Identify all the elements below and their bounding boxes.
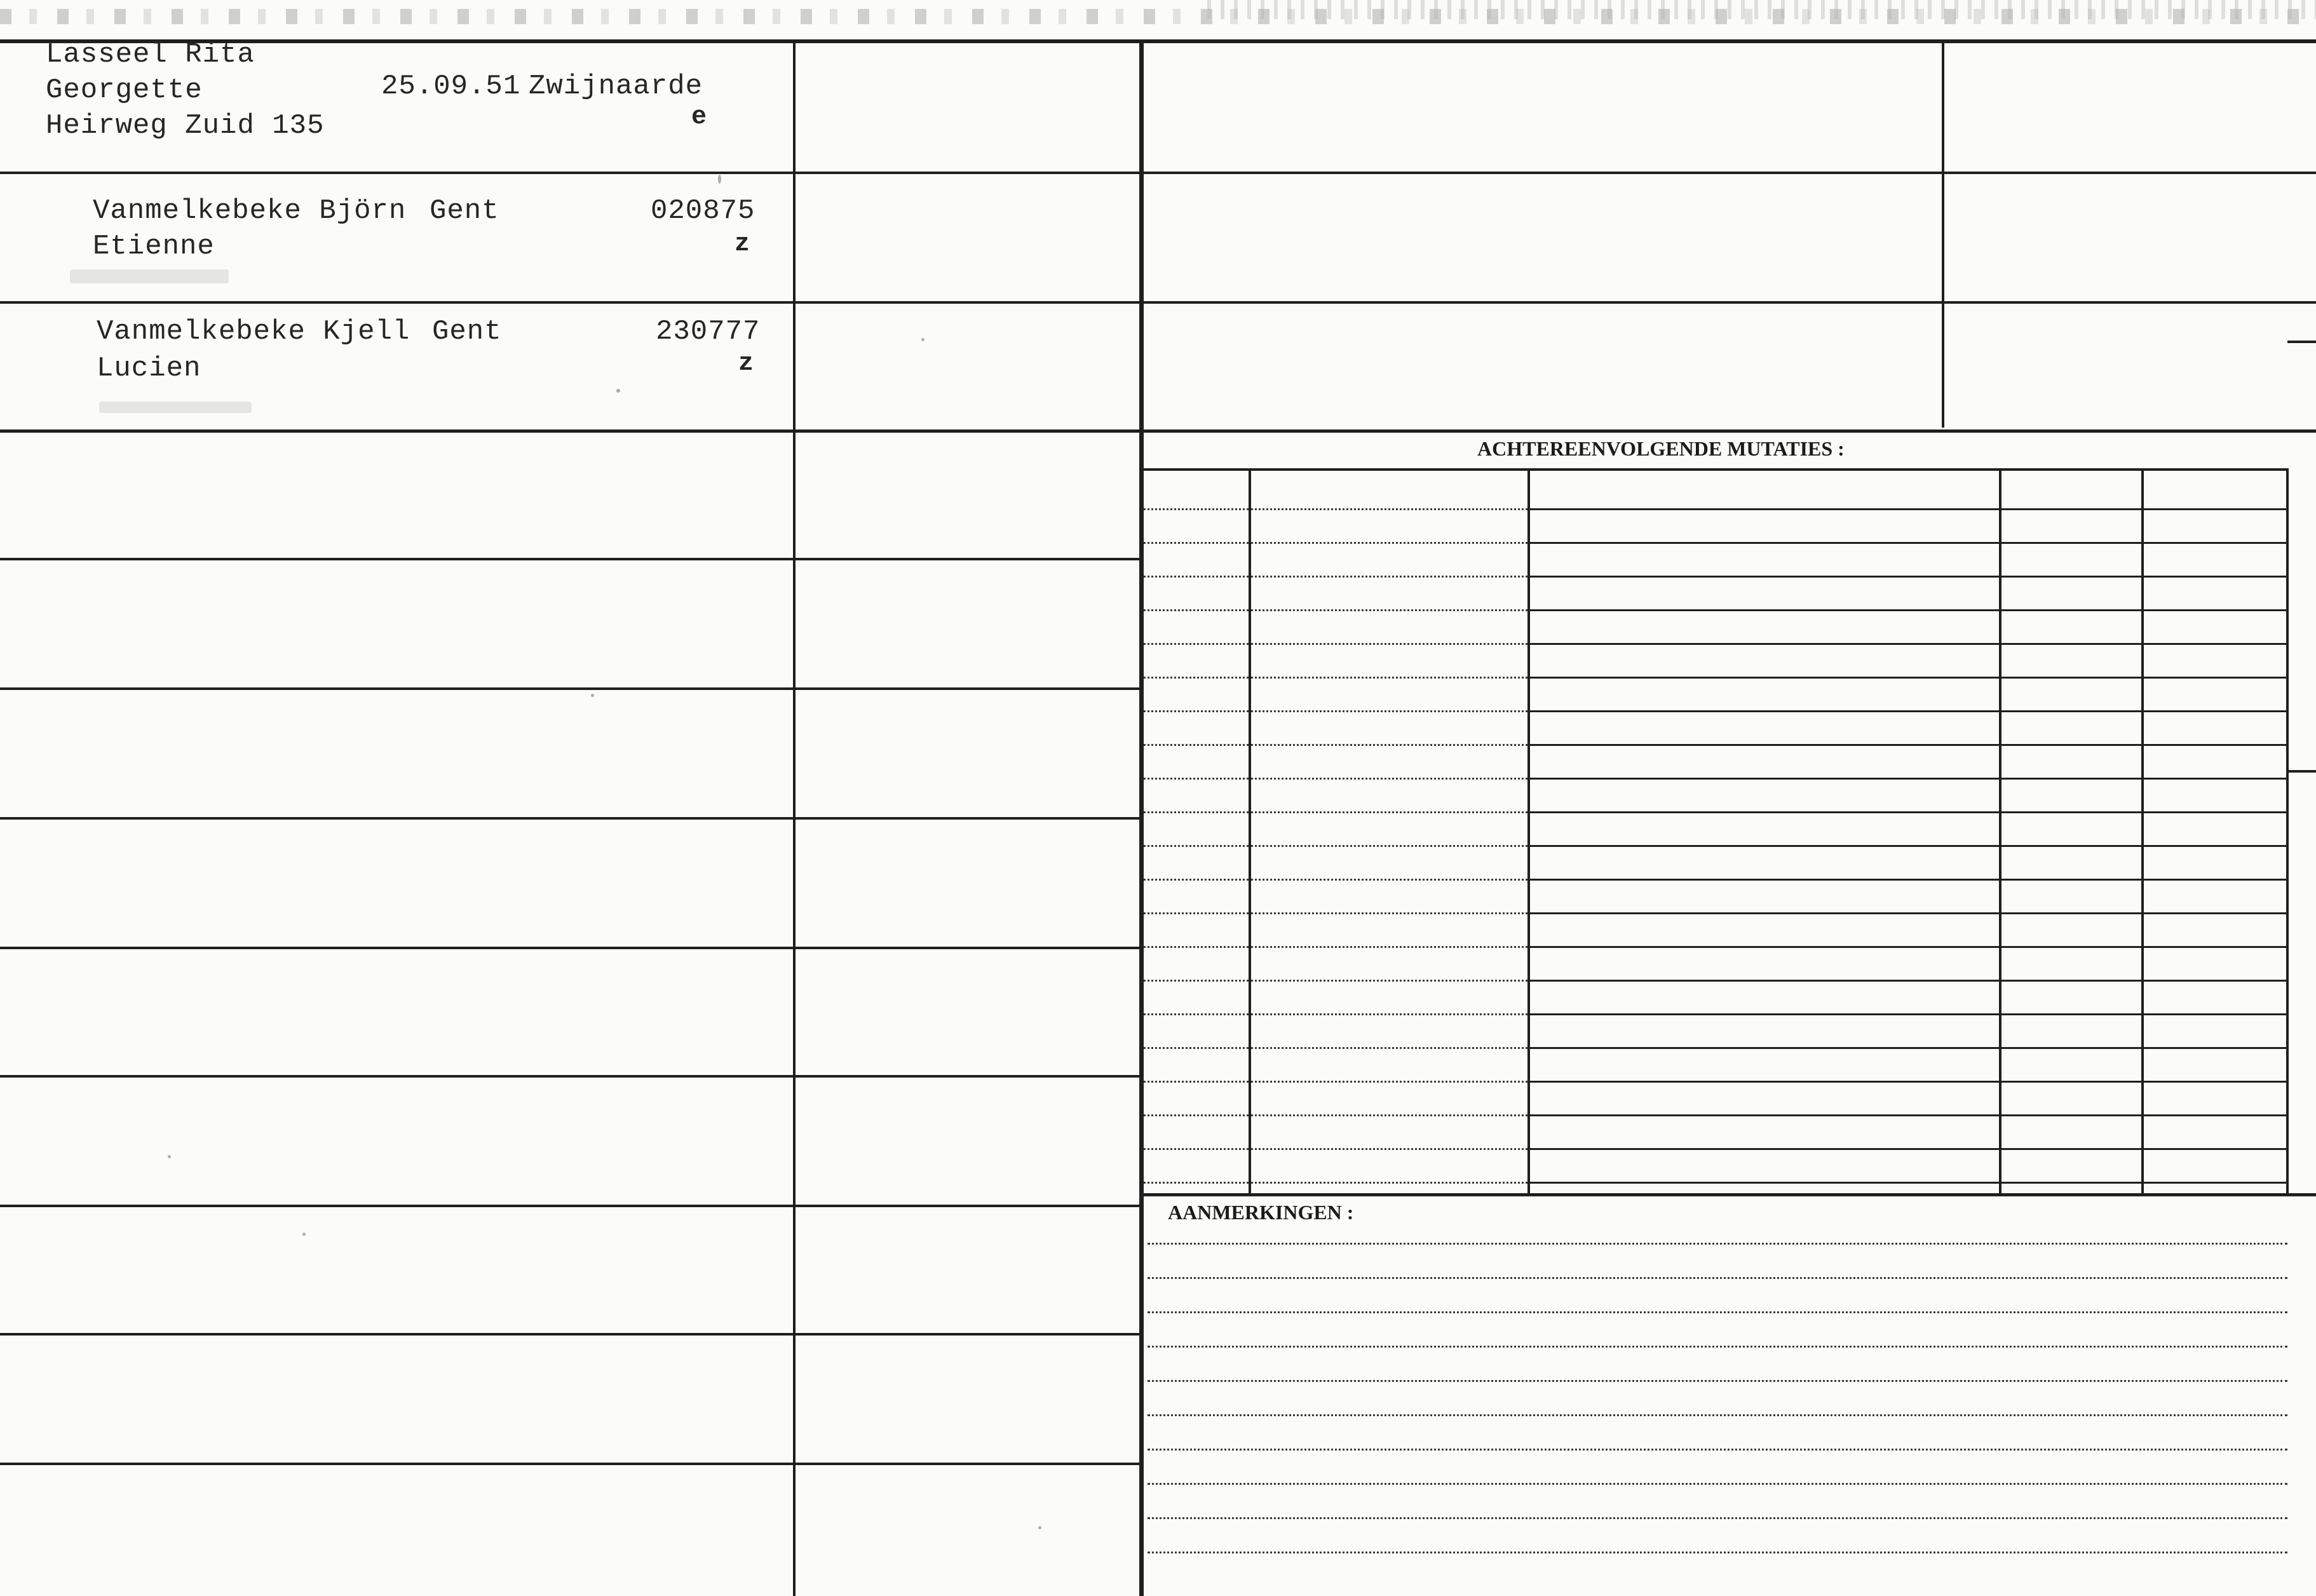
- mutations-col-4: [2141, 471, 2144, 1193]
- mutation-row-dotted: [1144, 508, 1249, 510]
- right-row-line-2: [1141, 301, 2316, 304]
- person-1-gender: e: [691, 103, 707, 132]
- person-1-address: Heirweg Zuid 135: [46, 110, 325, 142]
- person-3-birth-place: Gent: [432, 316, 502, 348]
- mutation-row-dotted: [1251, 609, 1527, 611]
- mutation-row-line: [1530, 1148, 1999, 1150]
- row-line-11: [0, 1463, 1141, 1465]
- mutation-row-line: [2001, 1182, 2141, 1184]
- mutation-row-dotted: [1144, 778, 1249, 780]
- person-2-gender: z: [735, 230, 750, 259]
- mutation-row-dotted: [1251, 1013, 1527, 1015]
- mutation-row-line: [2001, 1081, 2141, 1083]
- mutation-row-dotted: [1251, 677, 1527, 679]
- mutation-row-dotted: [1144, 542, 1249, 544]
- mutation-row-dotted: [1251, 1081, 1527, 1083]
- mutation-row-line: [2001, 609, 2141, 611]
- mutation-row-line: [2144, 542, 2286, 544]
- mutation-row-line: [2144, 845, 2286, 847]
- mutation-row-line: [1530, 609, 1999, 611]
- row-line-3: [0, 429, 2316, 433]
- mutation-row-dotted: [1251, 1114, 1527, 1116]
- column-divider-top-right: [1942, 42, 1944, 428]
- remark-line: [1148, 1311, 2287, 1313]
- mutation-row-dotted: [1144, 677, 1249, 679]
- mutation-row-dotted: [1144, 1081, 1249, 1083]
- mutation-row-line: [2144, 609, 2286, 611]
- mutation-row-line: [1530, 542, 1999, 544]
- mutation-row-dotted: [1251, 980, 1527, 982]
- edge-tick-2: [2287, 770, 2316, 773]
- mutation-row-line: [1530, 1182, 1999, 1184]
- mutation-row-dotted: [1251, 811, 1527, 813]
- row-line-5: [0, 687, 1141, 690]
- mutation-row-line: [2001, 744, 2141, 746]
- mutation-row-line: [1530, 643, 1999, 645]
- mutation-row-line: [2001, 845, 2141, 847]
- mutation-row-dotted: [1251, 1047, 1527, 1049]
- person-2-birth-date: 020875: [651, 195, 755, 227]
- mutation-row-dotted: [1251, 879, 1527, 881]
- mutation-row-line: [2144, 677, 2286, 679]
- mutation-row-line: [2001, 879, 2141, 881]
- person-2-first-names: Etienne: [93, 231, 215, 262]
- remark-line: [1148, 1346, 2287, 1348]
- mutation-row-dotted: [1144, 1182, 1249, 1184]
- mutation-row-line: [1530, 576, 1999, 578]
- mutation-row-dotted: [1251, 710, 1527, 712]
- mutations-col-2: [1527, 471, 1530, 1193]
- mutation-row-line: [2144, 879, 2286, 881]
- mutation-row-line: [2144, 508, 2286, 510]
- mutation-row-line: [1530, 1013, 1999, 1015]
- remark-line: [1148, 1277, 2287, 1279]
- mutation-row-dotted: [1251, 1148, 1527, 1150]
- mutation-row-line: [2001, 710, 2141, 712]
- mutation-row-line: [1530, 1114, 1999, 1116]
- row-line-2: [0, 301, 1141, 304]
- mutation-row-dotted: [1251, 778, 1527, 780]
- person-3-name: Vanmelkebeke Kjell: [97, 316, 410, 348]
- mutation-row-line: [2001, 677, 2141, 679]
- remark-line: [1148, 1243, 2287, 1245]
- faint-erased-text-2: [99, 402, 252, 413]
- mutation-row-line: [2001, 811, 2141, 813]
- speck: [591, 694, 594, 697]
- mutations-col-3: [1999, 471, 2001, 1193]
- mutation-row-line: [2144, 1182, 2286, 1184]
- person-1-first-names: Georgette: [46, 74, 203, 106]
- row-line-10: [0, 1333, 1141, 1336]
- mutation-row-line: [2144, 811, 2286, 813]
- mutation-row-dotted: [1144, 744, 1249, 746]
- mutations-title: ACHTEREENVOLGENDE MUTATIES :: [1477, 437, 1845, 460]
- mutation-row-dotted: [1251, 744, 1527, 746]
- mutation-row-line: [1530, 1047, 1999, 1049]
- remark-line: [1148, 1483, 2287, 1485]
- mutation-row-line: [2144, 1081, 2286, 1083]
- mutation-row-dotted: [1251, 643, 1527, 645]
- mutation-row-line: [1530, 677, 1999, 679]
- mutation-row-dotted: [1144, 609, 1249, 611]
- speck: [302, 1233, 306, 1236]
- mutation-row-line: [1530, 778, 1999, 780]
- person-3-birth-date: 230777: [656, 316, 761, 348]
- mutation-row-line: [2144, 576, 2286, 578]
- mutation-row-line: [2001, 508, 2141, 510]
- mutation-row-line: [2144, 980, 2286, 982]
- mutation-row-dotted: [1144, 912, 1249, 914]
- speck: [168, 1155, 171, 1158]
- mutation-row-line: [2001, 946, 2141, 948]
- mutation-row-line: [2144, 912, 2286, 914]
- person-3-first-names: Lucien: [97, 353, 201, 384]
- mutation-row-line: [1530, 946, 1999, 948]
- speck: [1038, 1526, 1041, 1529]
- faint-erased-text-1: [70, 269, 229, 283]
- mutation-row-line: [1530, 912, 1999, 914]
- person-2-name: Vanmelkebeke Björn: [93, 195, 407, 227]
- person-1-birth-date: 25.09.51: [381, 71, 521, 102]
- mutation-row-dotted: [1144, 710, 1249, 712]
- remark-line: [1148, 1414, 2287, 1416]
- mutation-row-line: [2001, 542, 2141, 544]
- remark-line: [1148, 1517, 2287, 1519]
- person-1-name: Lasseel Rita: [46, 39, 255, 71]
- scan-noise-top-2: [1207, 0, 2316, 19]
- mutation-row-line: [1530, 710, 1999, 712]
- mutation-row-dotted: [1144, 1114, 1249, 1116]
- mutation-row-line: [1530, 879, 1999, 881]
- mutation-row-line: [2144, 946, 2286, 948]
- mutation-row-line: [2001, 1114, 2141, 1116]
- mutation-row-line: [2144, 710, 2286, 712]
- mutation-row-line: [1530, 744, 1999, 746]
- mutation-row-line: [2001, 912, 2141, 914]
- mutation-row-dotted: [1251, 508, 1527, 510]
- mutation-row-dotted: [1251, 1182, 1527, 1184]
- row-line-8: [0, 1075, 1141, 1078]
- right-row-line-1: [1141, 172, 2316, 174]
- mutation-row-dotted: [1251, 845, 1527, 847]
- remarks-title: AANMERKINGEN :: [1168, 1201, 1354, 1224]
- mutation-row-line: [2001, 1047, 2141, 1049]
- mutation-row-dotted: [1251, 542, 1527, 544]
- mutations-bottom-line: [1141, 1193, 2316, 1196]
- mutation-row-dotted: [1144, 1013, 1249, 1015]
- mutations-right-border: [2286, 468, 2289, 1193]
- mutations-header-line: [1141, 468, 2289, 471]
- mutation-row-line: [2144, 778, 2286, 780]
- mutation-row-dotted: [1144, 1148, 1249, 1150]
- mutation-row-dotted: [1144, 980, 1249, 982]
- mutation-row-line: [1530, 811, 1999, 813]
- row-line-7: [0, 947, 1141, 949]
- top-border: [0, 39, 2316, 43]
- mutation-row-line: [2144, 744, 2286, 746]
- mutation-row-line: [1530, 845, 1999, 847]
- speck: [921, 338, 924, 341]
- mutation-row-dotted: [1144, 845, 1249, 847]
- mutations-col-1: [1249, 471, 1251, 1193]
- remark-line: [1148, 1380, 2287, 1382]
- mutation-row-dotted: [1144, 946, 1249, 948]
- edge-tick-1: [2287, 341, 2316, 343]
- row-line-4: [0, 558, 1141, 560]
- person-3-gender: z: [738, 349, 754, 378]
- mutation-row-line: [1530, 508, 1999, 510]
- mutation-row-line: [2001, 576, 2141, 578]
- mutation-row-dotted: [1144, 1047, 1249, 1049]
- speck: [616, 389, 620, 393]
- remark-line: [1148, 1449, 2287, 1451]
- mutation-row-line: [2144, 1013, 2286, 1015]
- mutation-row-line: [2001, 778, 2141, 780]
- mutation-row-line: [1530, 1081, 1999, 1083]
- mutation-row-dotted: [1251, 946, 1527, 948]
- remark-line: [1148, 1552, 2287, 1553]
- person-1-birth-place: Zwijnaarde: [529, 71, 703, 102]
- mutation-row-line: [2144, 643, 2286, 645]
- mutation-row-line: [2144, 1148, 2286, 1150]
- speck: [718, 175, 721, 184]
- row-line-6: [0, 817, 1141, 820]
- person-2-birth-place: Gent: [430, 195, 499, 227]
- mutation-row-dotted: [1144, 879, 1249, 881]
- row-line-1: [0, 172, 1141, 174]
- mutation-row-line: [2001, 643, 2141, 645]
- mutation-row-line: [2001, 1148, 2141, 1150]
- mutation-row-line: [1530, 980, 1999, 982]
- mutation-row-dotted: [1251, 912, 1527, 914]
- mutation-row-dotted: [1144, 643, 1249, 645]
- mutation-row-line: [2001, 980, 2141, 982]
- mutation-row-dotted: [1144, 576, 1249, 578]
- row-line-9: [0, 1205, 1141, 1207]
- mutation-row-line: [2144, 1114, 2286, 1116]
- mutation-row-line: [2144, 1047, 2286, 1049]
- mutation-row-dotted: [1251, 576, 1527, 578]
- mutation-row-line: [2001, 1013, 2141, 1015]
- mutation-row-dotted: [1144, 811, 1249, 813]
